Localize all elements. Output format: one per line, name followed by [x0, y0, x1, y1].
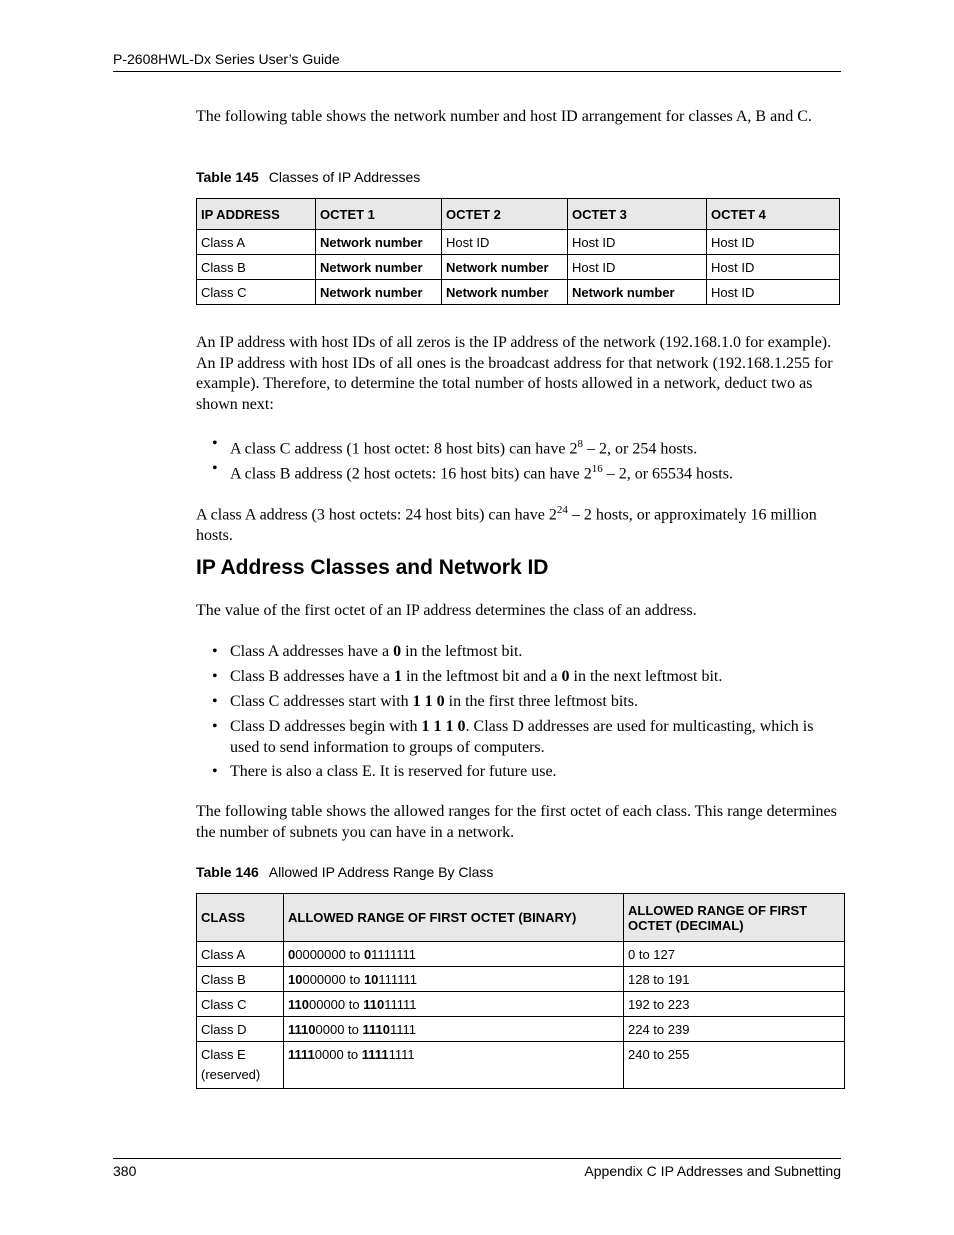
table-cell: Class C	[197, 280, 316, 305]
column-header: OCTET 2	[442, 199, 568, 230]
table-145-caption	[196, 169, 420, 185]
table-cell: 224 to 239	[624, 1017, 845, 1042]
bullet-icon: •	[212, 668, 218, 685]
table-cell: Class A	[197, 942, 284, 967]
guide-title: P-2608HWL-Dx Series User’s Guide	[113, 51, 340, 67]
class-a-paragraph	[196, 500, 841, 546]
table-cell: Class B	[197, 967, 284, 992]
bullet-text: A class C address (1 host octet: 8 host bits) can have 2	[230, 440, 578, 458]
ranges-table	[196, 893, 845, 1089]
table-row	[197, 1017, 845, 1042]
column-header: OCTET 3	[568, 199, 707, 230]
bit-value: 0	[561, 668, 570, 685]
table-row	[197, 280, 840, 305]
bullet-icon: •	[212, 643, 218, 660]
bullet-text: in the next leftmost bit.	[569, 668, 723, 685]
table-cell: Network number	[316, 255, 442, 280]
table-cell: 00000000 to 01111111	[284, 942, 624, 967]
table-cell: 192 to 223	[624, 992, 845, 1017]
bullet-text: A class B address (2 host octets: 16 host bits) can have 2	[230, 465, 592, 483]
bullet-icon: •	[212, 435, 218, 452]
table-cell: 10000000 to 10111111	[284, 967, 624, 992]
table-row	[197, 1042, 845, 1089]
table-cell: Network number	[442, 255, 568, 280]
bullet-text: There is also a class E. It is reserved for future use.	[230, 763, 557, 780]
page-number: 380	[113, 1163, 137, 1179]
bullet-icon: •	[212, 460, 218, 477]
table-cell: Host ID	[568, 230, 707, 255]
table-cell: Network number	[442, 280, 568, 305]
page-footer	[113, 1158, 841, 1183]
caption-label: Table 146	[196, 864, 259, 880]
table-cell: Host ID	[442, 230, 568, 255]
caption-label: Table 145	[196, 169, 259, 185]
bullet-icon: •	[212, 718, 218, 735]
exponent: 8	[577, 438, 583, 450]
table-cell: 128 to 191	[624, 967, 845, 992]
table-header-row	[197, 894, 845, 942]
classes-table	[196, 198, 840, 305]
table-cell: Network number	[568, 280, 707, 305]
table-row	[197, 967, 845, 992]
table-cell: Class C	[197, 992, 284, 1017]
caption-title: Classes of IP Addresses	[268, 169, 421, 185]
bullet-icon: •	[212, 763, 218, 780]
table-cell: Class D	[197, 1017, 284, 1042]
caption-title: Allowed IP Address Range By Class	[268, 864, 494, 880]
bit-value: 0	[393, 643, 402, 660]
table-cell: 240 to 255	[624, 1042, 845, 1089]
bullet-text: in the leftmost bit.	[401, 643, 523, 660]
table-cell: Network number	[316, 230, 442, 255]
table-cell: Host ID	[707, 230, 840, 255]
table-row	[197, 255, 840, 280]
paragraph-text: – 2 hosts, or approximately 16 million hosts.	[196, 506, 817, 544]
table-cell: 11000000 to 11011111	[284, 992, 624, 1017]
table-row	[197, 992, 845, 1017]
bullet-text: . Class D addresses are used for multicasting, which is used to send information to groups of computers.	[230, 718, 814, 756]
table-cell: Class A	[197, 230, 316, 255]
table-cell: Class E (reserved)	[197, 1042, 284, 1089]
bit-value: 1 1 1 0	[421, 718, 466, 735]
bit-value: 1 1 0	[412, 693, 445, 710]
table-146-caption	[196, 864, 493, 880]
bullet-text: Class B addresses have a	[230, 668, 394, 685]
bullet-icon: •	[212, 693, 218, 710]
table-row	[197, 230, 840, 255]
column-header: OCTET 4	[707, 199, 840, 230]
column-header: ALLOWED RANGE OF FIRST OCTET (BINARY)	[284, 894, 624, 942]
bullet-text: Class A addresses have a	[230, 643, 394, 660]
exponent: 16	[591, 463, 603, 475]
bullet-text: Class C addresses start with	[230, 693, 413, 710]
table-cell: Class B	[197, 255, 316, 280]
page-header	[113, 51, 841, 72]
intro-paragraph: The following table shows the network number and host ID arrangement for classes A, B and C.	[196, 108, 812, 125]
bullet-text: Class D addresses begin with	[230, 718, 422, 735]
bullet-text: – 2, or 254 hosts.	[583, 440, 698, 458]
hosts-paragraph: An IP address with host IDs of all zeros is the IP address of the network (192.168.1.0 for example). An IP address with host IDs of all ones is the broadcast address for that network (192.168.1.255 for example). Therefore, to determine the total number of hosts allowed in a network, deduct two as shown next:	[196, 334, 833, 413]
column-header: CLASS	[197, 894, 284, 942]
table-cell: Host ID	[707, 280, 840, 305]
table-header-row	[197, 199, 840, 230]
bullet-text: in the leftmost bit and a	[401, 668, 562, 685]
column-header: OCTET 1	[316, 199, 442, 230]
section-heading: IP Address Classes and Network ID	[196, 556, 549, 579]
exponent: 24	[556, 504, 568, 516]
footer-section: Appendix C IP Addresses and Subnetting	[584, 1163, 841, 1179]
table-cell: Host ID	[568, 255, 707, 280]
table-cell: 11110000 to 11111111	[284, 1042, 624, 1089]
table-cell: Network number	[316, 280, 442, 305]
bit-value: 1	[393, 668, 402, 685]
ranges-paragraph: The following table shows the allowed ranges for the first octet of each class. This range determines the number of subnets you can have in a network.	[196, 803, 837, 841]
value-paragraph: The value of the first octet of an IP address determines the class of an address.	[196, 602, 697, 619]
paragraph-text: A class A address (3 host octets: 24 host bits) can have 2	[196, 506, 557, 524]
column-header: ALLOWED RANGE OF FIRST OCTET (DECIMAL)	[624, 894, 845, 942]
table-cell: Host ID	[707, 255, 840, 280]
table-cell: 11100000 to 11101111	[284, 1017, 624, 1042]
table-cell: 0 to 127	[624, 942, 845, 967]
bullet-text: – 2, or 65534 hosts.	[602, 465, 733, 483]
column-header: IP ADDRESS	[197, 199, 316, 230]
bullet-text: in the first three leftmost bits.	[444, 693, 638, 710]
table-row	[197, 942, 845, 967]
